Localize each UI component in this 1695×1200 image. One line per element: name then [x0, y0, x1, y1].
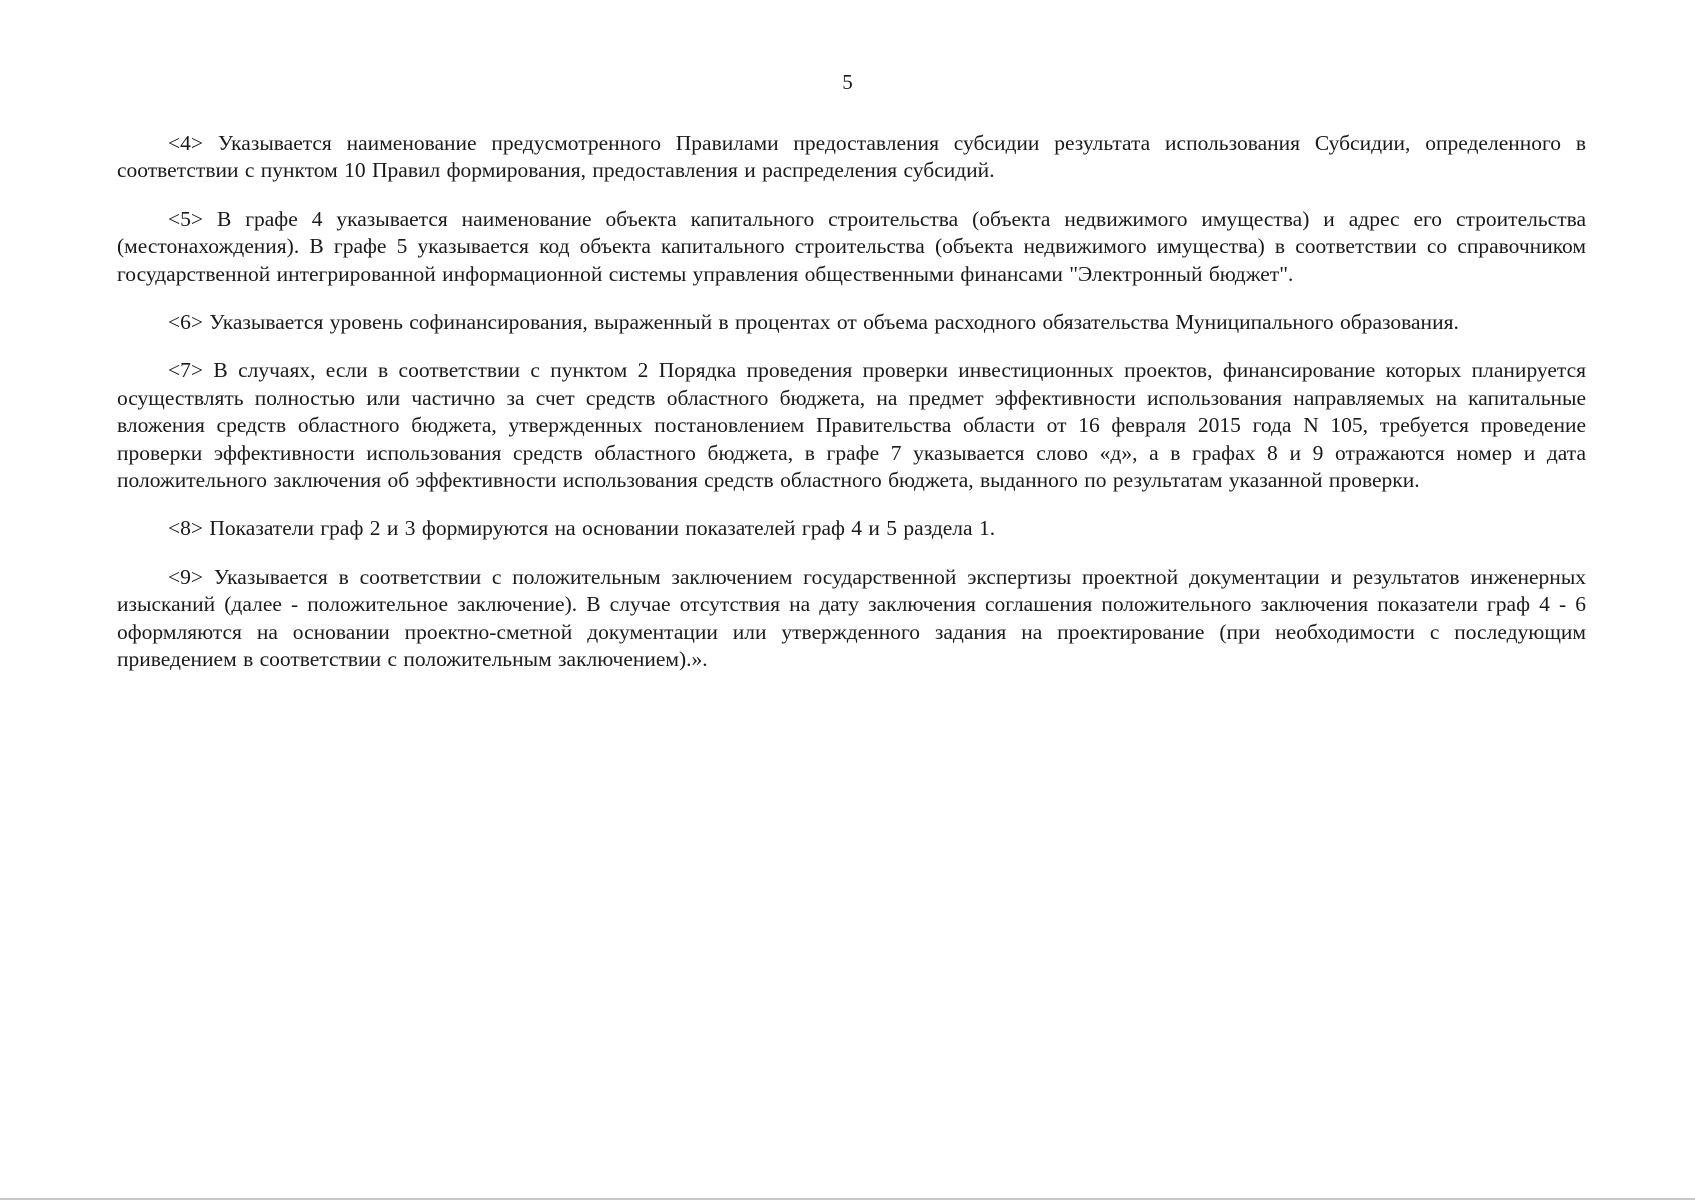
footnote-marker: <5>	[168, 206, 204, 231]
footnotes-list	[117, 130, 1586, 695]
footnote-text: Указывается в соответствии с положительным заключением государственной экспертизы проектной документации и результатов инженерных изысканий (далее - положительное заключение). В случае отсутствия на дату заключения соглашения положительного заключения показатели граф 4 - 6 оформляются на основании проектно-сметной документации или утвержденного задания на проектирование (при необходимости с последующим приведением в соответствии с положительным заключением).».	[117, 564, 1587, 672]
footnote-9	[117, 564, 1586, 674]
footnote-7	[117, 357, 1586, 494]
footnote-marker: <7>	[168, 358, 204, 383]
footnote-4	[117, 130, 1586, 185]
footnote-5	[117, 206, 1586, 288]
footnote-text: В графе 4 указывается наименование объекта капитального строительства (объекта недвижимого имущества) и адрес его строительства (местонахождения). В графе 5 указывается код объекта капитального строительства (объекта недвижимого имущества) в соответствии со справочником государственной интегрированной информационной системы управления общественными финансами "Электронный бюджет".	[117, 206, 1587, 286]
footnote-marker: <6>	[168, 310, 204, 335]
footnote-text: Указывается наименование предусмотренного Правилами предоставления субсидии результата использования Субсидии, определенного в соответствии с пунктом 10 Правил формирования, предоставления и распределения субсидий.	[117, 131, 1587, 183]
footnote-text: Указывается уровень софинансирования, выраженный в процентах от объема расходного обязательства Муниципального образования.	[209, 310, 1459, 335]
footnote-marker: <9>	[168, 564, 204, 589]
footnote-text: Показатели граф 2 и 3 формируются на основании показателей граф 4 и 5 раздела 1.	[209, 516, 996, 541]
footnote-marker: <8>	[168, 516, 204, 541]
footnote-text: В случаях, если в соответствии с пунктом 2 Порядка проведения проверки инвестиционных проектов, финансирование которых планируется осуществлять полностью или частично за счет средств областного бюджета, на предмет эффективности использования направляемых на капитальные вложения средств областного бюджета, утвержденных постановлением Правительства области от 16 февраля 2015 года N 105, требуется проведение проверки эффективности использования средств областного бюджета, в графе 7 указывается слово «д», а в графах 8 и 9 отражаются номер и дата положительного заключения об эффективности использования средств областного бюджета, выданного по результатам указанной проверки.	[117, 358, 1587, 493]
footnote-marker: <4>	[168, 131, 204, 155]
footnote-6	[117, 309, 1586, 336]
page-number: 5	[842, 70, 853, 94]
footnote-8	[117, 515, 1586, 542]
